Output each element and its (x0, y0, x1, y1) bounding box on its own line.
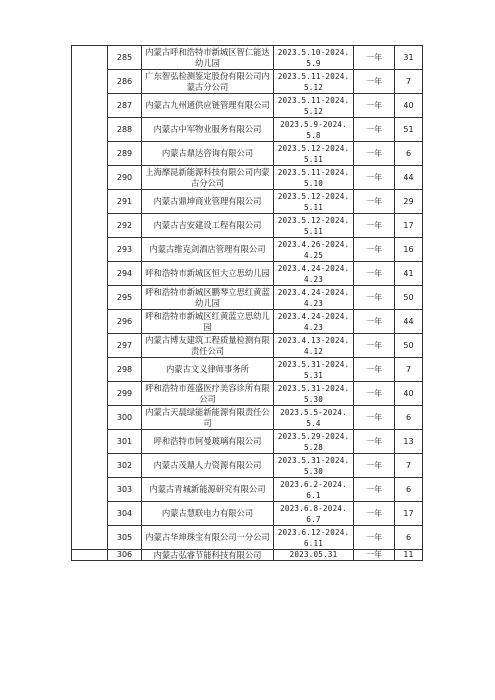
headcount: 6 (395, 526, 423, 550)
headcount: 17 (395, 502, 423, 526)
organization-name: 内蒙古九州通供应链管理有限公司 (142, 94, 274, 118)
headcount: 44 (395, 166, 423, 190)
headcount: 17 (395, 214, 423, 238)
service-period: 2023.5.11-2024.5.12 (274, 94, 354, 118)
organization-name: 内蒙古维克剑酒店管理有限公司 (142, 238, 274, 262)
duration: 一年 (354, 214, 395, 238)
organization-name: 内蒙古青城新能源研究有限公司 (142, 478, 274, 502)
service-period: 2023.4.26-2024.4.25 (274, 238, 354, 262)
duration: 一年 (354, 262, 395, 286)
duration: 一年 (354, 550, 395, 561)
row-number: 288 (108, 118, 142, 142)
duration: 一年 (354, 166, 395, 190)
duration: 一年 (354, 142, 395, 166)
table-row (72, 142, 423, 166)
headcount: 29 (395, 190, 423, 214)
duration: 一年 (354, 382, 395, 406)
organization-name: 呼和浩特市莲盛医疗美容诊所有限公司 (142, 382, 274, 406)
merged-category-cell (72, 46, 108, 550)
organization-name: 广东智弘检测鉴定股份有限公司内蒙古分公司 (142, 70, 274, 94)
service-period: 2023.4.24-2024.4.23 (274, 262, 354, 286)
service-period: 2023.5.31-2024.5.31 (274, 358, 354, 382)
service-period: 2023.5.9-2024.5.8 (274, 118, 354, 142)
row-number: 306 (108, 550, 142, 561)
duration: 一年 (354, 430, 395, 454)
service-period: 2023.5.12-2024.5.11 (274, 214, 354, 238)
duration: 一年 (354, 334, 395, 358)
service-period: 2023.05.31 (274, 550, 354, 561)
duration: 一年 (354, 118, 395, 142)
table-row (72, 478, 423, 502)
table-row (72, 430, 423, 454)
headcount: 6 (395, 478, 423, 502)
table-row (72, 382, 423, 406)
organization-name: 内蒙古茂鼎人力资源有限公司 (142, 454, 274, 478)
row-number: 303 (108, 478, 142, 502)
service-period: 2023.4.24-2024.4.23 (274, 310, 354, 334)
service-period: 2023.5.11-2024.5.12 (274, 70, 354, 94)
table-row (72, 118, 423, 142)
organization-name: 内蒙古中军物业服务有限公司 (142, 118, 274, 142)
headcount: 7 (395, 70, 423, 94)
headcount: 11 (395, 550, 423, 561)
duration: 一年 (354, 46, 395, 70)
row-number: 293 (108, 238, 142, 262)
organization-name: 呼和浩特市新城区鹏琴立思红黄蓝幼儿园 (142, 286, 274, 310)
row-number: 286 (108, 70, 142, 94)
row-number: 304 (108, 502, 142, 526)
duration: 一年 (354, 526, 395, 550)
headcount: 16 (395, 238, 423, 262)
row-number: 295 (108, 286, 142, 310)
duration: 一年 (354, 358, 395, 382)
row-number: 305 (108, 526, 142, 550)
table-row (72, 502, 423, 526)
organization-name: 上海摩昆新能源科技有限公司内蒙古分公司 (142, 166, 274, 190)
row-number: 302 (108, 454, 142, 478)
headcount: 51 (395, 118, 423, 142)
duration: 一年 (354, 286, 395, 310)
duration: 一年 (354, 238, 395, 262)
table-row (72, 214, 423, 238)
table-row (72, 286, 423, 310)
headcount: 13 (395, 430, 423, 454)
table-row (72, 94, 423, 118)
row-number: 297 (108, 334, 142, 358)
row-number: 292 (108, 214, 142, 238)
duration: 一年 (354, 70, 395, 94)
headcount: 7 (395, 358, 423, 382)
table-row (72, 190, 423, 214)
organization-name: 内蒙古华坤珠宝有限公司一分公司 (142, 526, 274, 550)
service-period: 2023.5.31-2024.5.30 (274, 382, 354, 406)
service-period: 2023.5.5-2024.5.4 (274, 406, 354, 430)
headcount: 50 (395, 286, 423, 310)
duration: 一年 (354, 478, 395, 502)
organization-name: 内蒙古弘睿节能科技有限公司 (142, 550, 274, 561)
duration: 一年 (354, 190, 395, 214)
table-row (72, 550, 423, 561)
organization-name: 内蒙古吉安建设工程有限公司 (142, 214, 274, 238)
service-period: 2023.4.13-2024.4.12 (274, 334, 354, 358)
headcount: 50 (395, 334, 423, 358)
table-row (72, 70, 423, 94)
organization-name: 内蒙古呼和浩特市新城区智仁能达幼儿园 (142, 46, 274, 70)
service-period: 2023.6.2-2024.6.1 (274, 478, 354, 502)
row-number: 291 (108, 190, 142, 214)
headcount: 7 (395, 454, 423, 478)
category-cell (72, 550, 108, 561)
row-number: 296 (108, 310, 142, 334)
table-row (72, 166, 423, 190)
organization-name: 呼和浩特市新城区恒大立思幼儿园 (142, 262, 274, 286)
headcount: 41 (395, 262, 423, 286)
service-period: 2023.6.12-2024.6.11 (274, 526, 354, 550)
table-row (72, 526, 423, 550)
service-period: 2023.4.24-2024.4.23 (274, 286, 354, 310)
row-number: 300 (108, 406, 142, 430)
duration: 一年 (354, 454, 395, 478)
headcount: 6 (395, 142, 423, 166)
table-row (72, 262, 423, 286)
row-number: 285 (108, 46, 142, 70)
organization-name: 内蒙古慧联电力有限公司 (142, 502, 274, 526)
organization-name: 呼和浩特市钶曼玻璃有限公司 (142, 430, 274, 454)
row-number: 287 (108, 94, 142, 118)
organization-name: 内蒙古鼎达咨询有限公司 (142, 142, 274, 166)
organization-name: 呼和浩特市新城区红黄蓝立思幼儿园 (142, 310, 274, 334)
duration: 一年 (354, 94, 395, 118)
service-period: 2023.5.12-2024.5.11 (274, 142, 354, 166)
row-number: 298 (108, 358, 142, 382)
service-period: 2023.5.12-2024.5.11 (274, 190, 354, 214)
table-row (72, 334, 423, 358)
headcount: 6 (395, 406, 423, 430)
service-period: 2023.5.31-2024.5.30 (274, 454, 354, 478)
headcount: 40 (395, 94, 423, 118)
table-row (72, 310, 423, 334)
duration: 一年 (354, 310, 395, 334)
organization-name: 内蒙古文义律师事务所 (142, 358, 274, 382)
service-period: 2023.6.8-2024.6.7 (274, 502, 354, 526)
training-record-table (71, 45, 423, 561)
headcount: 44 (395, 310, 423, 334)
headcount: 31 (395, 46, 423, 70)
organization-name: 内蒙古博友建筑工程质量检测有限责任公司 (142, 334, 274, 358)
row-number: 301 (108, 430, 142, 454)
headcount: 40 (395, 382, 423, 406)
row-number: 299 (108, 382, 142, 406)
table-row (72, 406, 423, 430)
service-period: 2023.5.11-2024.5.10 (274, 166, 354, 190)
organization-name: 内蒙古鼎坤商业管理有限公司 (142, 190, 274, 214)
organization-name: 内蒙古天晨绿能新能源有限责任公司 (142, 406, 274, 430)
row-number: 290 (108, 166, 142, 190)
duration: 一年 (354, 406, 395, 430)
row-number: 294 (108, 262, 142, 286)
row-number: 289 (108, 142, 142, 166)
table-row (72, 238, 423, 262)
table-row (72, 46, 423, 70)
table-row (72, 454, 423, 478)
table-row (72, 358, 423, 382)
service-period: 2023.5.29-2024.5.28 (274, 430, 354, 454)
table-body (72, 46, 423, 561)
records-table (71, 45, 423, 561)
service-period: 2023.5.10-2024.5.9 (274, 46, 354, 70)
duration: 一年 (354, 502, 395, 526)
